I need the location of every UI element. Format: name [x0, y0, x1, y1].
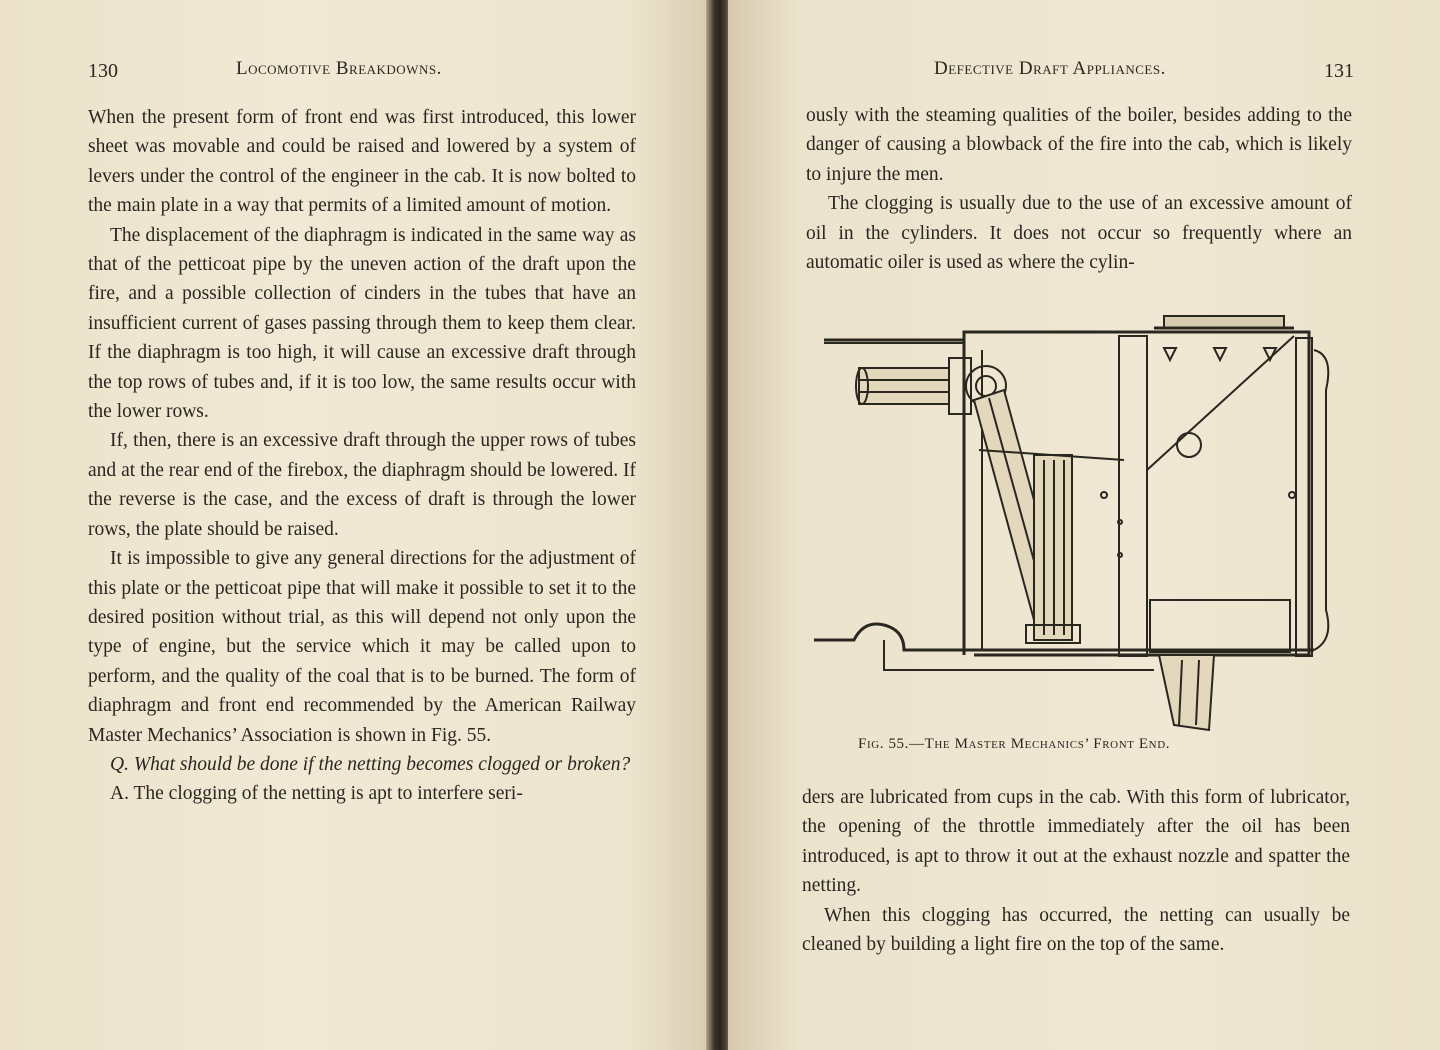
right-body-top	[806, 101, 1352, 277]
paragraph: The displacement of the diaphragm is indicated in the same way as that of the petticoat pipe by the uneven action of the draft upon the fire, and a possible collection of cinders in the tubes that have an insufficient current of gases passing through them to keep them clear. If the diaphragm is too high, it will cause an excessive draft through the top rows of tubes and, if it is too low, the same results occur with the lower rows.	[88, 224, 636, 423]
running-head-left: Locomotive Breakdowns.	[236, 58, 442, 79]
paragraph: ously with the steaming qualities of the boiler, besides adding to the danger of causing a blowback of the fire into the cab, which is likely to injure the men.	[806, 105, 1352, 185]
question: Q. What should be done if the netting becomes clogged or broken?	[110, 753, 631, 775]
paragraph: The clogging is usually due to the use of an excessive amount of oil in the cylinders. It does not occur so frequently where an automatic oiler is used as where the cylin-	[806, 193, 1352, 274]
answer: A. The clogging of the netting is apt to interfere seri-	[110, 783, 523, 805]
right-body-bottom	[802, 783, 1350, 959]
front-end-diagram	[814, 310, 1354, 735]
paragraph: When this clogging has occurred, the netting can usually be cleaned by building a light fire on the top of the same.	[802, 904, 1350, 956]
paragraph: When the present form of front end was first introduced, this lower sheet was movable and could be raised and lowered by a system of levers under the control of the engineer in the cab. It is now bolted to the main plate in a way that permits of a limited amount of motion.	[88, 107, 636, 217]
left-page	[0, 0, 712, 1050]
right-page	[728, 0, 1440, 1050]
paragraph: ders are lubricated from cups in the cab. With this form of lubricator, the opening of the throttle immediately after the oil has been introduced, is apt to throw it out at the exhaust nozzle and spatter the netting.	[802, 787, 1350, 897]
running-head-right: Defective Draft Appliances.	[934, 58, 1166, 79]
paragraph: It is impossible to give any general directions for the adjustment of this plate or the petticoat pipe that will make it possible to set it to the desired position without trial, as this will depend not only upon the type of engine, but the service which it may be called upon to perform, and the quality of the coal that is to be burned. The form of diaphragm and front end recommended by the American Railway Master Mechanics’ Association is shown in Fig. 55.	[88, 548, 636, 746]
paragraph: If, then, there is an excessive draft through the upper rows of tubes and at the rear end of the firebox, the diaphragm should be lowered. If the reverse is the case, and the excess of draft is through the lower rows, the plate should be raised.	[88, 430, 636, 540]
page-number-left: 130	[88, 60, 118, 82]
left-body	[88, 103, 636, 809]
page-number-right: 131	[1324, 60, 1354, 82]
figure-caption: Fig. 55.—The Master Mechanics’ Front End.	[858, 736, 1171, 752]
